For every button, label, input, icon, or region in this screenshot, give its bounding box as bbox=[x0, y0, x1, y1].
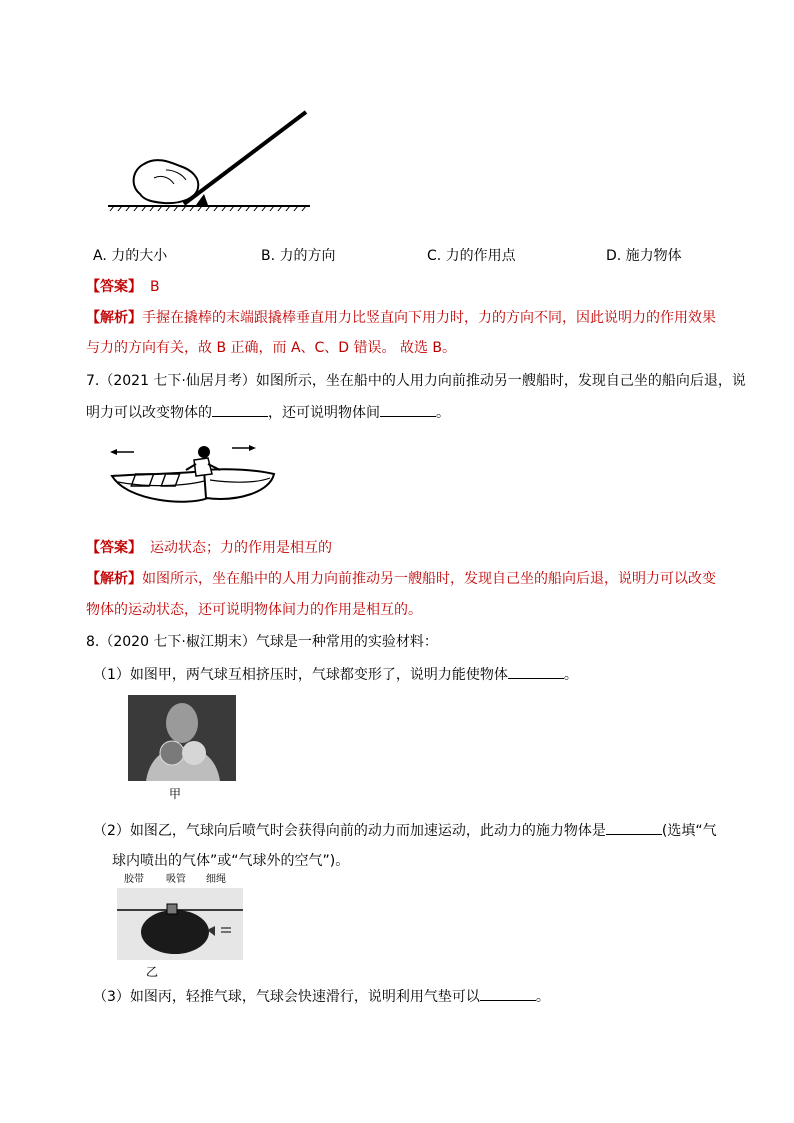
q6-analysis-line1 bbox=[86, 308, 716, 328]
option-b: B. 力的方向 bbox=[261, 248, 336, 264]
q8-sub2-line1 bbox=[93, 820, 717, 841]
q7-text-end: 。 bbox=[436, 405, 450, 421]
q8-blank-3[interactable] bbox=[480, 986, 536, 1001]
option-c: C. 力的作用点 bbox=[427, 248, 516, 264]
analysis-text: 手握在撬棒的末端跟撬棒垂直用力比竖直向下用力时，力的方向不同，因此说明力的作用效果 bbox=[142, 310, 716, 326]
option-d: D. 施力物体 bbox=[606, 248, 682, 264]
q7-text-a: 明力可以改变物体的 bbox=[86, 405, 212, 421]
q7-analysis-line2: 物体的运动状态，还可说明物体间力的作用是相互的。 bbox=[86, 602, 422, 618]
q8-sub2-text: （2）如图乙，气球向后喷气时会获得向前的动力而加速运动，此动力的施力物体是 bbox=[93, 823, 606, 839]
q7-answer bbox=[86, 538, 332, 558]
analysis-text: 如图所示，坐在船中的人用力向前推动另一艘船时，发现自己坐的船向后退，说明力可以改变 bbox=[142, 571, 716, 587]
q6-answer bbox=[86, 277, 160, 297]
answer-tag: 【答案】 bbox=[86, 279, 142, 295]
q7-blank-1[interactable] bbox=[212, 402, 268, 417]
q7-text-b: ，还可说明物体间 bbox=[268, 405, 380, 421]
q8-blank-1[interactable] bbox=[508, 664, 564, 679]
q8-sub2-text-b: (选填“气 bbox=[661, 823, 717, 839]
answer-value: 运动状态；力的作用是相互的 bbox=[150, 540, 332, 556]
q7-blank-2[interactable] bbox=[380, 402, 436, 417]
balloon-figure-yi bbox=[117, 874, 243, 978]
q8-sub2-line2: 球内喷出的气体”或“气球外的空气”)。 bbox=[112, 853, 350, 869]
boats-figure bbox=[108, 440, 278, 508]
q8-sub1-text: （1）如图甲，两气球互相挤压时，气球都变形了，说明力能使物体 bbox=[93, 667, 508, 683]
balloon-photo-jia bbox=[128, 695, 236, 781]
q8-stem: 8.（2020 七下·椒江期末）气球是一种常用的实验材料： bbox=[86, 634, 438, 650]
q7-stem-line1: 7.（2021 七下·仙居月考）如图所示，坐在船中的人用力向前推动另一艘船时，发现自己坐的船向后退，说 bbox=[86, 373, 746, 389]
q8-sub3-text: （3）如图丙，轻推气球，气球会快速滑行，说明利用气垫可以 bbox=[93, 989, 480, 1005]
q8-blank-2[interactable] bbox=[606, 820, 662, 835]
q8-sub3-end: 。 bbox=[535, 989, 550, 1005]
answer-tag: 【答案】 bbox=[86, 540, 142, 556]
fig-yi-label-tape: 胶带 bbox=[124, 874, 144, 885]
q8-sub3 bbox=[93, 986, 550, 1007]
fig-jia-caption: 甲 bbox=[169, 787, 182, 801]
fig-yi-label-string: 细绳 bbox=[206, 874, 226, 885]
analysis-tag: 【解析】 bbox=[86, 571, 142, 587]
fig-yi-label-straw: 吸管 bbox=[166, 874, 186, 885]
analysis-tag: 【解析】 bbox=[86, 310, 142, 326]
answer-value: B bbox=[150, 279, 160, 295]
fig-yi-caption: 乙 bbox=[146, 965, 159, 979]
q8-sub1-end: 。 bbox=[563, 667, 578, 683]
q8-sub1 bbox=[93, 664, 578, 685]
q6-analysis-line2: 与力的方向有关，故 B 正确，而 A、C、D 错误。 故选 B。 bbox=[86, 340, 457, 356]
lever-figure bbox=[104, 108, 314, 214]
q7-stem-line2 bbox=[86, 402, 450, 423]
q7-analysis-line1 bbox=[86, 569, 716, 589]
option-a: A. 力的大小 bbox=[93, 248, 168, 264]
